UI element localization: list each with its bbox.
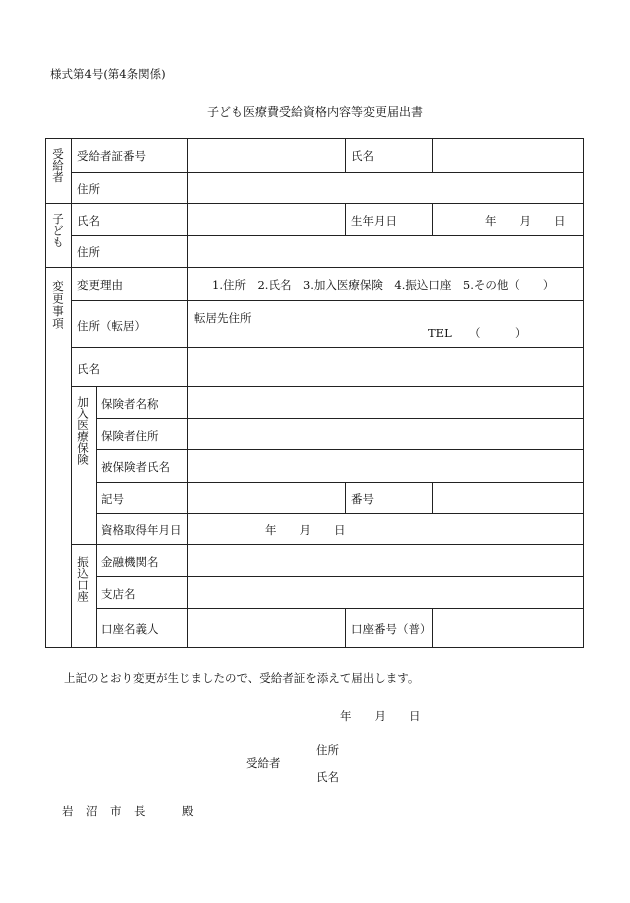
row-divider xyxy=(71,347,584,348)
border-top xyxy=(45,138,584,139)
section-recipient-char: 受給者 xyxy=(51,148,65,183)
col-divider xyxy=(432,203,433,236)
col-divider xyxy=(345,203,346,236)
label-number: 番号 xyxy=(351,492,374,506)
applicant-label: 受給者 xyxy=(246,756,281,770)
label-cert-no: 受給者証番号 xyxy=(77,149,146,163)
section-recipient xyxy=(51,148,65,183)
page-title: 子ども医療費受給資格内容等変更届出書 xyxy=(206,105,423,119)
col-divider xyxy=(187,138,188,648)
row-divider xyxy=(71,300,584,301)
applicant-name-label: 氏名 xyxy=(316,770,339,784)
label-name: 氏名 xyxy=(351,149,374,163)
label-insurer-name: 保険者名称 xyxy=(101,397,159,411)
section-child xyxy=(51,213,65,248)
section-bank xyxy=(76,556,90,602)
reason-options: 1.住所 2.氏名 3.加入医療保険 4.振込口座 5.その他（ ） xyxy=(212,278,555,292)
border-bottom xyxy=(45,647,584,648)
border-right xyxy=(583,138,584,648)
row-divider xyxy=(96,513,584,514)
row-divider xyxy=(96,418,584,419)
section-insurance xyxy=(76,396,90,465)
label-reason: 変更理由 xyxy=(77,278,123,292)
row-divider xyxy=(71,172,584,173)
form-table xyxy=(45,138,584,648)
label-holder: 口座名義人 xyxy=(101,622,159,636)
applicant-address-label: 住所 xyxy=(316,743,339,757)
row-divider xyxy=(71,386,584,387)
row-divider xyxy=(96,482,584,483)
col-divider xyxy=(96,386,97,648)
section-changes-char: 変更事項 xyxy=(51,280,65,330)
footer-date: 年 月 日 xyxy=(340,709,421,723)
label-qual-date: 資格取得年月日 xyxy=(101,523,182,537)
form-id: 様式第4号(第4条関係) xyxy=(50,67,166,81)
label-child-address: 住所 xyxy=(77,245,100,259)
birth-date-ymd: 年 月 日 xyxy=(485,214,566,228)
label-change-name: 氏名 xyxy=(77,362,100,376)
label-insurer-address: 保険者住所 xyxy=(101,429,159,443)
label-address-move: 住所（転居） xyxy=(77,319,146,333)
addressee: 岩 沼 市 長 殿 xyxy=(62,804,194,818)
row-divider xyxy=(96,576,584,577)
label-insured-name: 被保険者氏名 xyxy=(101,460,170,474)
col-divider xyxy=(432,138,433,172)
row-divider xyxy=(96,608,584,609)
label-symbol: 記号 xyxy=(101,492,124,506)
section-changes xyxy=(51,280,65,330)
row-divider xyxy=(71,544,584,545)
label-birth-date: 生年月日 xyxy=(351,214,397,228)
label-bank-name: 金融機関名 xyxy=(101,555,159,569)
col-divider xyxy=(345,482,346,514)
label-child-name: 氏名 xyxy=(77,214,100,228)
col-divider xyxy=(71,138,72,648)
row-divider xyxy=(71,235,584,236)
row-divider xyxy=(45,267,584,268)
row-divider xyxy=(96,449,584,450)
label-account-no: 口座番号（普） xyxy=(351,622,432,636)
label-tel: TEL （ ） xyxy=(428,326,527,340)
section-insurance-char: 加入医療保険 xyxy=(76,396,90,465)
col-divider xyxy=(345,138,346,172)
section-bank-char: 振込口座 xyxy=(76,556,90,602)
col-divider xyxy=(345,608,346,648)
label-new-address: 転居先住所 xyxy=(194,311,252,325)
footer-note: 上記のとおり変更が生じましたので、受給者証を添えて届出します。 xyxy=(64,671,420,685)
section-child-char: 子ども xyxy=(51,213,65,248)
label-branch: 支店名 xyxy=(101,587,136,601)
row-divider xyxy=(45,203,584,204)
label-address: 住所 xyxy=(77,182,100,196)
border-left xyxy=(45,138,46,648)
col-divider xyxy=(432,482,433,514)
qual-date-ymd: 年 月 日 xyxy=(265,523,346,537)
col-divider xyxy=(432,608,433,648)
